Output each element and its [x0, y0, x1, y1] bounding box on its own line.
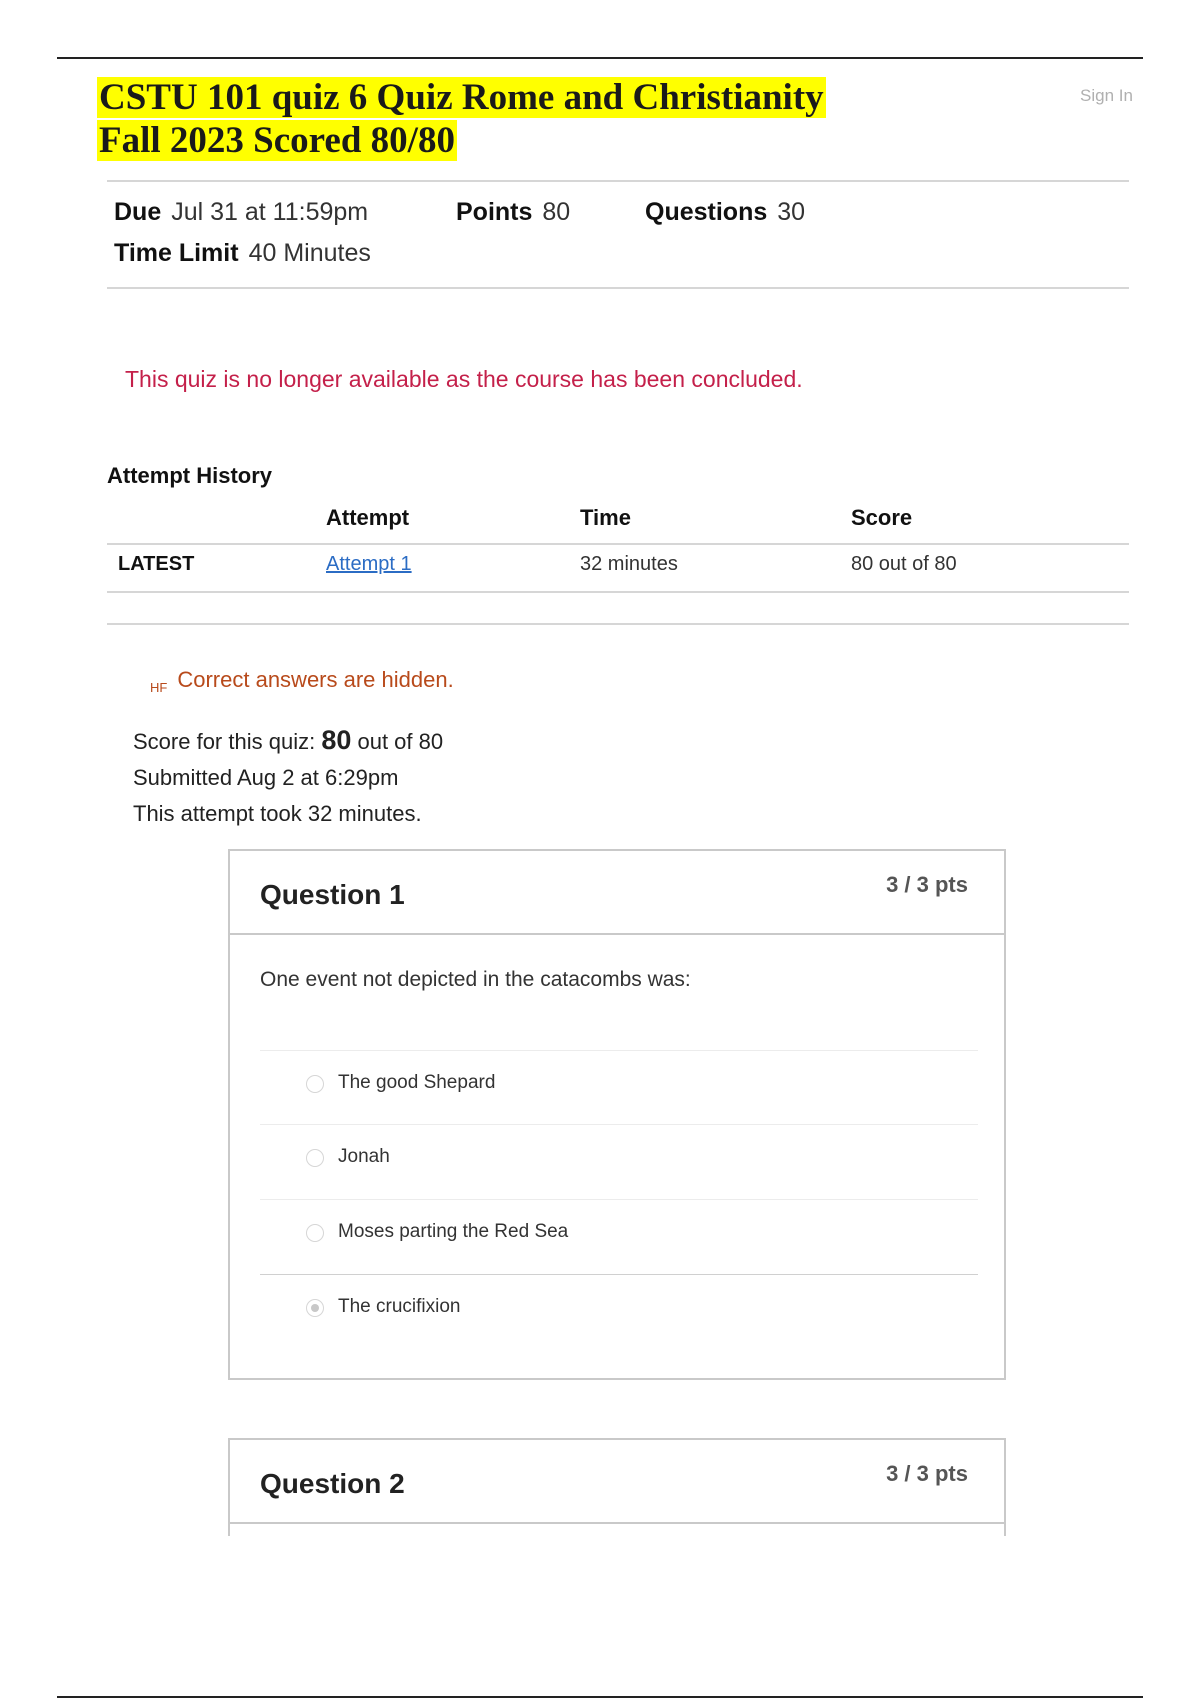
question-title: Question 2: [260, 1468, 405, 1499]
bottom-rule: [57, 1696, 1143, 1698]
attempt-time: 32 minutes: [580, 553, 678, 575]
answer-label: Moses parting the Red Sea: [338, 1221, 569, 1242]
attempt-duration: This attempt took 32 minutes.: [133, 801, 422, 826]
answer-label: Jonah: [338, 1146, 390, 1167]
column-header-score: Score: [851, 505, 913, 530]
attempt-link[interactable]: Attempt 1: [326, 553, 412, 575]
sign-in-link[interactable]: Sign In: [1080, 86, 1133, 105]
answer-option[interactable]: [260, 1050, 978, 1125]
table-row-divider: [107, 591, 1129, 593]
hidden-answers-note: [150, 667, 454, 695]
question-header: [230, 1440, 1004, 1524]
quiz-score: 80: [321, 725, 352, 755]
answer-option[interactable]: [260, 1124, 978, 1199]
question-card: [228, 849, 1006, 1380]
answer-label: The good Shepard: [338, 1072, 496, 1093]
score-summary: Score for this quiz: 80 out of 80 Submitted Aug 2 at 6:29pm This attempt took 32 minutes.: [133, 725, 444, 826]
question-card: [228, 1438, 1006, 1536]
question-title: Question 1: [260, 879, 405, 910]
radio-button-selected[interactable]: [306, 1299, 324, 1317]
table-header-divider: [107, 543, 1129, 545]
question-count: Questions 30: [645, 198, 806, 226]
page-title: CSTU 101 quiz 6 Quiz Rome and Christianity Fall 2023 Scored 80/80: [99, 77, 824, 161]
answer-label: The crucifixion: [338, 1296, 461, 1317]
points: Points 80: [456, 198, 571, 226]
attempt-score: 80 out of 80: [851, 553, 957, 575]
top-rule: [57, 57, 1143, 59]
radio-button[interactable]: [306, 1075, 324, 1093]
answer-option[interactable]: [260, 1199, 978, 1274]
column-header-attempt: Attempt: [326, 505, 410, 530]
time-limit: Time Limit 40 Minutes: [114, 239, 371, 267]
question-points: 3 / 3 pts: [886, 872, 968, 897]
divider: [107, 623, 1129, 625]
radio-button[interactable]: [306, 1224, 324, 1242]
due-date: Due Jul 31 at 11:59pm: [114, 198, 369, 226]
question-points: 3 / 3 pts: [886, 1461, 968, 1486]
hidden-answers-text: Correct answers are hidden.: [177, 667, 454, 692]
divider: [107, 180, 1129, 182]
hidden-answers-icon: HF: [150, 680, 168, 695]
column-header-time: Time: [580, 505, 631, 530]
attempt-history-heading: Attempt History: [107, 463, 273, 488]
divider: [107, 287, 1129, 289]
availability-message: This quiz is no longer available as the course has been concluded.: [125, 366, 803, 392]
question-text: One event not depicted in the catacombs was:: [260, 968, 691, 991]
answer-option-selected[interactable]: [260, 1274, 978, 1349]
question-header: [230, 851, 1004, 935]
latest-label: LATEST: [118, 553, 195, 575]
radio-button[interactable]: [306, 1149, 324, 1167]
